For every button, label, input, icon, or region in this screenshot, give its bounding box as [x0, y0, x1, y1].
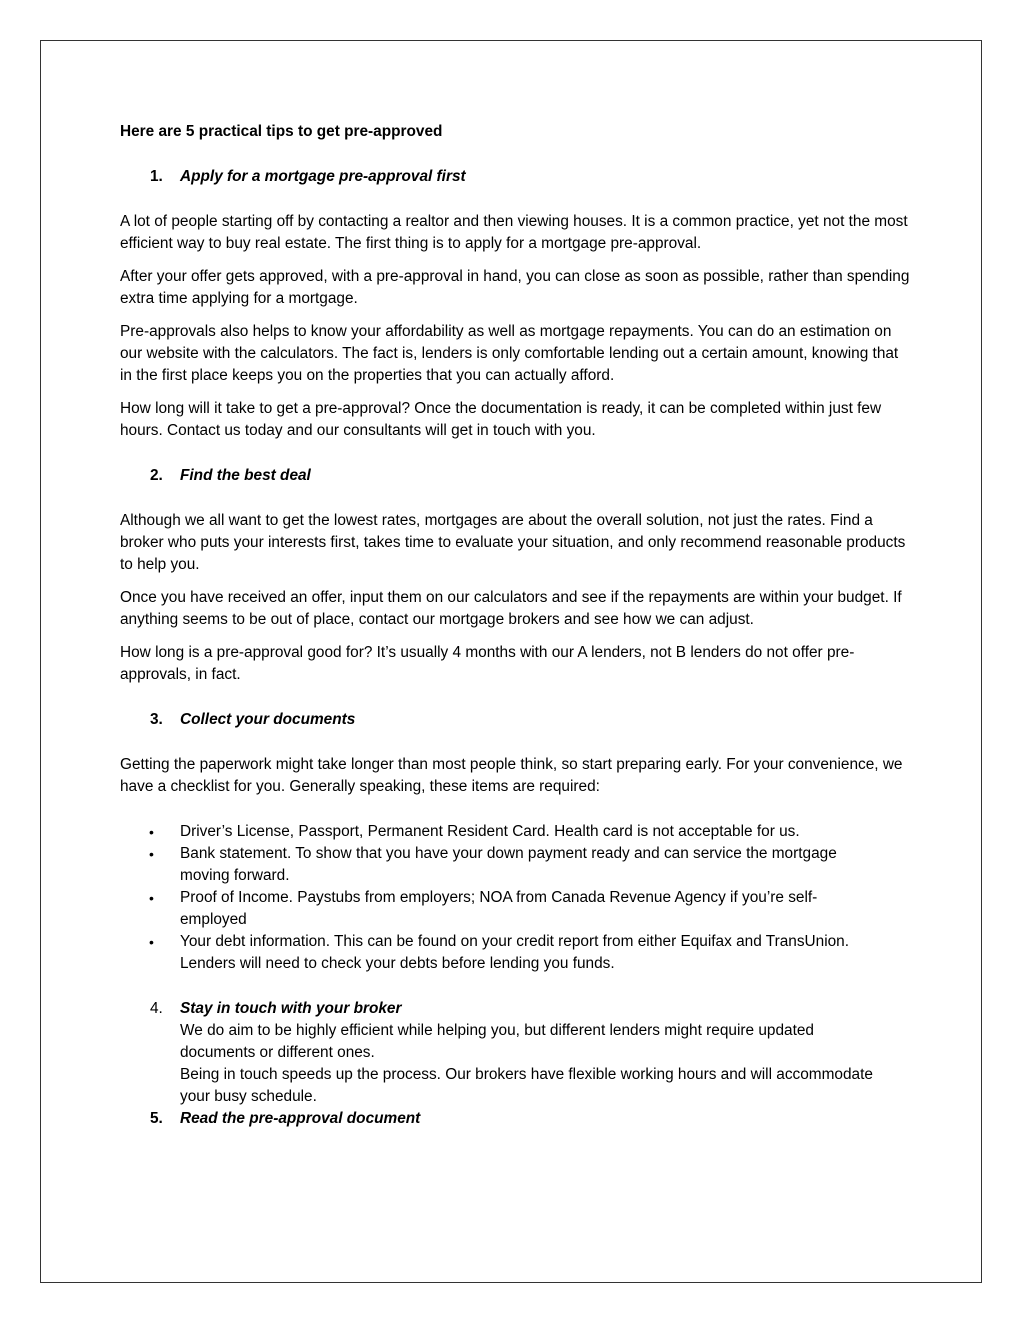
document-checklist [120, 821, 910, 975]
paragraph: How long will it take to get a pre-approval? Once the documentation is ready, it can be completed within just few hours. Contact us today and our consultants will get in touch with you. [120, 400, 882, 439]
document-body [120, 121, 910, 1130]
section-1-heading [120, 166, 910, 188]
section-2-heading [120, 465, 910, 487]
paragraph: How long is a pre-approval good for? It’s usually 4 months with our A lenders, not B lenders do not offer pre-approvals, in fact. [120, 644, 855, 683]
paragraph: After your offer gets approved, with a pre-approval in hand, you can close as soon as possible, rather than spending extra time applying for a mortgage. [120, 268, 910, 307]
section-title: Read the pre-approval document [180, 1110, 421, 1127]
section-title: Find the best deal [180, 467, 311, 484]
paragraph: A lot of people starting off by contacting a realtor and then viewing houses. It is a common practice, yet not the most efficient way to buy real estate. The first thing is to apply for a mortgage pre-approval. [120, 213, 908, 252]
section-number: 1. [150, 168, 163, 185]
section-5-heading [120, 1108, 910, 1130]
list-item-text: Proof of Income. Paystubs from employers; NOA from Canada Revenue Agency if you’re self-employed [180, 889, 818, 928]
list-item-text: Bank statement. To show that you have your down payment ready and can service the mortgage moving forward. [180, 845, 837, 884]
section-title: Collect your documents [180, 711, 356, 728]
section-title: Apply for a mortgage pre-approval first [180, 168, 466, 185]
section-number: 2. [150, 467, 163, 484]
paragraph: Getting the paperwork might take longer than most people think, so start preparing early. For your convenience, we have a checklist for you. Generally speaking, these items are required: [120, 756, 903, 795]
paragraph: Although we all want to get the lowest rates, mortgages are about the overall solution, not just the rates. Find a broker who puts your interests first, takes time to evaluate your situation, and only recommend reasonable products to help you. [120, 512, 906, 573]
list-item [120, 821, 910, 843]
section-3-heading [120, 709, 910, 731]
section-number: 4. [150, 1000, 163, 1017]
list-item-text: Driver’s License, Passport, Permanent Resident Card. Health card is not acceptable for us. [180, 823, 800, 840]
list-item-text: Your debt information. This can be found on your credit report from either Equifax and TransUnion. Lenders will need to check your debts before lending you funds. [180, 933, 850, 972]
paragraph: Being in touch speeds up the process. Our brokers have flexible working hours and will accommodate your busy schedule. [180, 1066, 873, 1105]
section-number: 5. [150, 1110, 163, 1127]
paragraph: Once you have received an offer, input them on our calculators and see if the repayments are within your budget. If anything seems to be out of place, contact our mortgage brokers and see how we can adjust. [120, 589, 902, 628]
paragraph: We do aim to be highly efficient while helping you, but different lenders might require updated documents or different ones. [180, 1022, 814, 1061]
bullet-icon: • [149, 890, 154, 906]
list-item [120, 843, 910, 887]
section-4 [120, 998, 910, 1108]
paragraph: Pre-approvals also helps to know your affordability as well as mortgage repayments. You can do an estimation on our website with the calculators. The fact is, lenders is only comfortable lending out a certain amount, knowing that in the first place keeps you on the properties that you can actually afford. [120, 323, 899, 384]
list-item [120, 931, 910, 975]
intro-heading: Here are 5 practical tips to get pre-approved [120, 123, 443, 140]
list-item [120, 887, 910, 931]
section-number: 3. [150, 711, 163, 728]
bullet-icon: • [149, 934, 154, 950]
section-title: Stay in touch with your broker [180, 1000, 402, 1017]
bullet-icon: • [149, 846, 154, 862]
bullet-icon: • [149, 824, 154, 840]
